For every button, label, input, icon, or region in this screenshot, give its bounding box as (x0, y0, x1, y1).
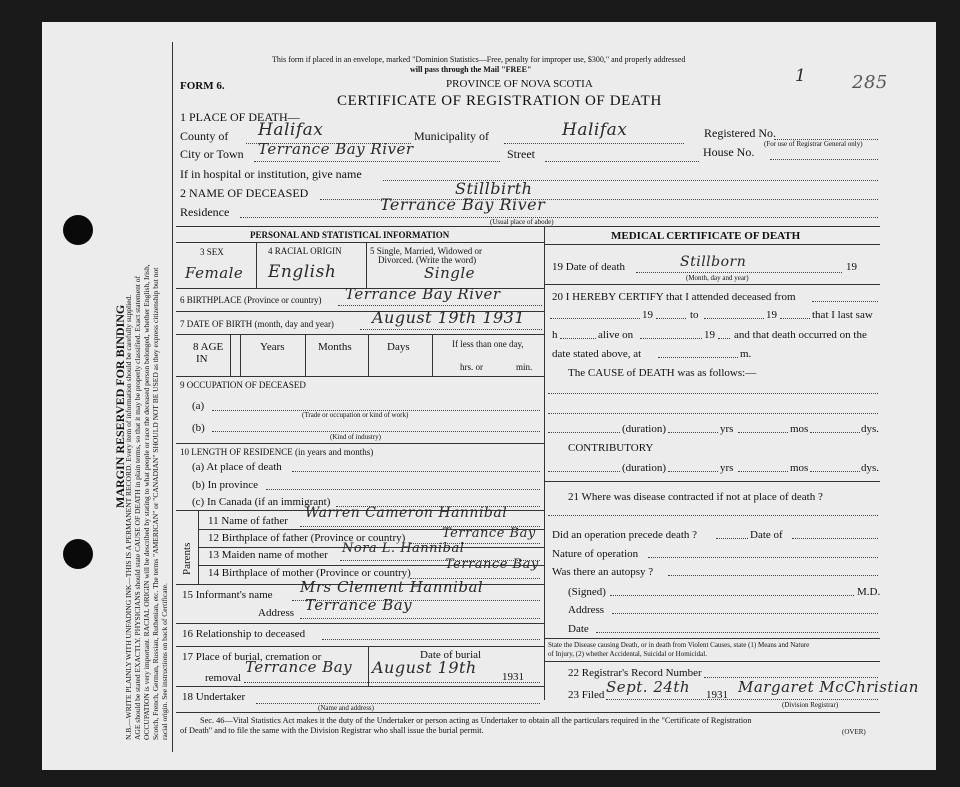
to-year: 19 (766, 309, 777, 321)
municipality-label: Municipality of (414, 129, 489, 143)
operation-date-label: Date of (750, 529, 783, 541)
city-label: City or Town (180, 147, 244, 161)
name-of-deceased-value: Stillbirth (455, 179, 533, 198)
nature-operation-label: Nature of operation (552, 548, 639, 560)
occupation-a: (a) (192, 400, 205, 412)
punch-hole-bottom (63, 539, 93, 569)
street-label: Street (507, 147, 535, 161)
residence-in-canada: (c) In Canada (if an immigrant) (192, 496, 331, 508)
place-of-death-label: 1 PLACE OF DEATH— (180, 110, 300, 124)
corner-number-2: 285 (852, 72, 888, 93)
violent-note-1: State the Disease causing Death, or in death from Violent Causes, state (1) Means and Nature (548, 641, 810, 649)
cause-dys: dys. (861, 423, 880, 435)
father-birthplace-value: Terrance Bay (442, 526, 536, 541)
county-label: County of (180, 129, 229, 143)
usual-place-note: (Usual place of abode) (490, 218, 554, 226)
cause-yrs: yrs (720, 423, 734, 435)
margin-note-line-2: AGE should be stated EXACTLY. PHYSICIANS should state CAUSE OF DEATH in plain terms, so that it may be properly classified. Exact statement of (133, 275, 142, 740)
disease-contracted-label: 21 Where was disease contracted if not at place of death ? (568, 491, 823, 503)
mother-name-value: Nora L. Hannibal (342, 541, 465, 556)
date-of-death-note: (Month, day and year) (686, 274, 749, 282)
md-label: M.D. (857, 586, 881, 598)
burial-label: 17 Place of burial, cremation or (182, 651, 322, 663)
hrs-label: hrs. or (460, 362, 483, 372)
section-divider-top (176, 226, 880, 227)
mail-notice-2: will pass through the Mail "FREE" (410, 65, 532, 74)
age-label: 8 AGE (193, 341, 224, 353)
binding-margin-label: MARGIN RESERVED FOR BINDING (113, 304, 127, 508)
division-registrar-note: (Division Registrar) (782, 701, 839, 709)
to-label: to (690, 309, 699, 321)
municipality-value: Halifax (562, 120, 628, 140)
mail-notice-1: This form if placed in an envelope, marked "Dominion Statistics—Free, penalty for improper use, $300," and properly addressed (272, 55, 686, 64)
registrar-note: (For use of Registrar General only) (764, 140, 863, 148)
sex-value: Female (185, 264, 244, 282)
residence-label: Residence (180, 205, 230, 219)
mother-name-label: 13 Maiden name of mother (208, 549, 328, 561)
residence-length-label: 10 LENGTH OF RESIDENCE (in years and months) (180, 447, 374, 457)
margin-note-line-5: racial origin. See instructions on back of Certificate. (160, 583, 169, 740)
city-value: Terrance Bay River (258, 140, 414, 158)
racial-origin-value: English (268, 262, 337, 282)
registered-no-label: Registered No. (704, 126, 776, 140)
contrib-dys: dys. (861, 462, 880, 474)
violent-note-2: of Injury, (2) whether Accidental, Suicidal or Homicidal. (548, 650, 707, 658)
dob-value: August 19th 1931 (372, 308, 526, 327)
filed-label: 23 Filed (568, 689, 605, 701)
burial-place-value: Terrance Bay (245, 658, 353, 676)
footer-line-1: Sec. 46—Vital Statistics Act makes it the duty of the Undertaker or person acting as Undertaker to obtain all the particulars required in the "Certificate of Registration (200, 716, 752, 725)
residence-at-place: (a) At place of death (192, 461, 282, 473)
medical-address-label: Address (568, 604, 605, 616)
burial-year: 1931 (502, 671, 524, 683)
date-of-burial-label: Date of burial (420, 649, 482, 661)
informant-address-value: Terrance Bay (305, 596, 413, 614)
relationship-label: 16 Relationship to deceased (182, 628, 306, 640)
occupation-b: (b) (192, 422, 205, 434)
undertaker-label: 18 Undertaker (182, 691, 246, 703)
registrar-signature: Margaret McChristian (738, 678, 919, 696)
residence-value: Terrance Bay River (380, 195, 546, 214)
dob-label: 7 DATE OF BIRTH (month, day and year) (180, 319, 334, 329)
date-of-death-year: 19 (846, 261, 857, 273)
industry-note: (Kind of industry) (330, 433, 381, 441)
certificate-paper (42, 22, 936, 770)
margin-note-line-1: N.B.—WRITE PLAINLY WITH UNFADING INK—THIS IS A PERMANENT RECORD. Every item of information should be carefully supplied. (124, 294, 133, 740)
date-of-death-label: 19 Date of death (552, 261, 625, 273)
racial-origin-label: 4 RACIAL ORIGIN (268, 246, 342, 256)
birthplace-label: 6 BIRTHPLACE (Province or country) (180, 295, 322, 305)
signed-label: (Signed) (568, 586, 606, 598)
father-name-value: Warren Cameron Hannibal (305, 505, 508, 521)
alive-year: 19 (704, 329, 715, 341)
marital-label-2: Divorced. (Write the word) (378, 255, 477, 265)
cause-duration: (duration) (622, 423, 666, 435)
name-address-note: (Name and address) (318, 704, 374, 712)
min-label: min. (516, 362, 533, 372)
certify-label: 20 I HEREBY CERTIFY that I attended deceased from (552, 291, 796, 303)
mother-birthplace-value: Terrance Bay (445, 557, 539, 572)
footer-line-2: of Death" and to file the same with the Division Registrar who shall issue the burial permit. (180, 726, 484, 735)
county-value: Halifax (258, 120, 324, 140)
informant-label: 15 Informant's name (182, 589, 273, 601)
marital-label-1: 5 Single, Married, Widowed or (370, 246, 482, 256)
hospital-label: If in hospital or institution, give name (180, 167, 362, 181)
operation-label: Did an operation precede death ? (552, 529, 698, 541)
section-divider-bottom (176, 712, 880, 713)
medical-header: MEDICAL CERTIFICATE OF DEATH (611, 230, 801, 242)
marital-value: Single (424, 264, 476, 282)
medical-date-label: Date (568, 623, 589, 635)
burial-date-value: August 19th (372, 658, 477, 677)
trade-note: (Trade or occupation or kind of work) (302, 411, 409, 419)
name-of-deceased-label: 2 NAME OF DECEASED (180, 186, 309, 200)
date-of-death-value: Stillborn (680, 254, 747, 270)
filed-date-value: Sept. 24th (606, 678, 691, 696)
less-than-day-label: If less than one day, (452, 339, 524, 349)
personal-header: PERSONAL AND STATISTICAL INFORMATION (250, 230, 450, 240)
months-label: Months (318, 341, 352, 353)
informant-address-label: Address (258, 607, 295, 619)
corner-number-1: 1 (795, 66, 807, 86)
birthplace-value: Terrance Bay River (345, 285, 501, 303)
occupation-label: 9 OCCUPATION OF DECEASED (180, 380, 306, 390)
margin-rule (172, 42, 173, 752)
over-label: (OVER) (842, 728, 866, 736)
residence-in-province: (b) In province (192, 479, 258, 491)
registrar-record-label: 22 Registrar's Record Number (568, 667, 702, 679)
contrib-mos: mos (790, 462, 809, 474)
removal-label: removal (205, 672, 242, 684)
margin-note-line-3: OCCUPATION is very important. RACIAL ORIGIN will be described by stating to what people or race the deceased person belonged, whether English, Irish, (142, 264, 151, 740)
last-saw-label: that I last saw (812, 309, 873, 321)
age-in-label: IN (196, 353, 208, 365)
autopsy-label: Was there an autopsy ? (552, 566, 654, 578)
from-year: 19 (642, 309, 653, 321)
days-label: Days (387, 341, 410, 353)
form-number: FORM 6. (180, 80, 225, 92)
sex-label: 3 SEX (200, 247, 224, 257)
column-divider (544, 226, 545, 700)
cause-label: The CAUSE of DEATH was as follows:— (568, 367, 757, 379)
death-occurred-label: and that death occurred on the (734, 329, 867, 341)
province-label: PROVINCE OF NOVA SCOTIA (446, 78, 593, 90)
father-name-label: 11 Name of father (208, 515, 288, 527)
house-no-label: House No. (703, 145, 755, 159)
filed-year: 1931 (706, 689, 728, 701)
m-label: m. (740, 348, 752, 360)
contrib-yrs: yrs (720, 462, 734, 474)
punch-hole-top (63, 215, 93, 245)
date-stated-label: date stated above, at (552, 348, 642, 360)
page-title: CERTIFICATE OF REGISTRATION OF DEATH (337, 93, 662, 109)
years-label: Years (260, 341, 285, 353)
contrib-duration: (duration) (622, 462, 666, 474)
father-birthplace-label: 12 Birthplace of father (Province or country) (208, 532, 406, 544)
contributory-label: CONTRIBUTORY (568, 442, 654, 454)
alive-on-label: alive on (598, 329, 634, 341)
margin-note-line-4: Scotch, French, German, Russian, Ruthenian, etc. The terms "AMERICAN" or "CANADIAN" SHOULD NOT BE USED as they express citizenship but not (151, 267, 160, 740)
informant-value: Mrs Clement Hannibal (300, 578, 484, 596)
cause-mos: mos (790, 423, 809, 435)
parents-label: Parents (181, 542, 193, 575)
alive-h: h (552, 329, 558, 341)
mother-birthplace-label: 14 Birthplace of mother (Province or country) (208, 567, 411, 579)
